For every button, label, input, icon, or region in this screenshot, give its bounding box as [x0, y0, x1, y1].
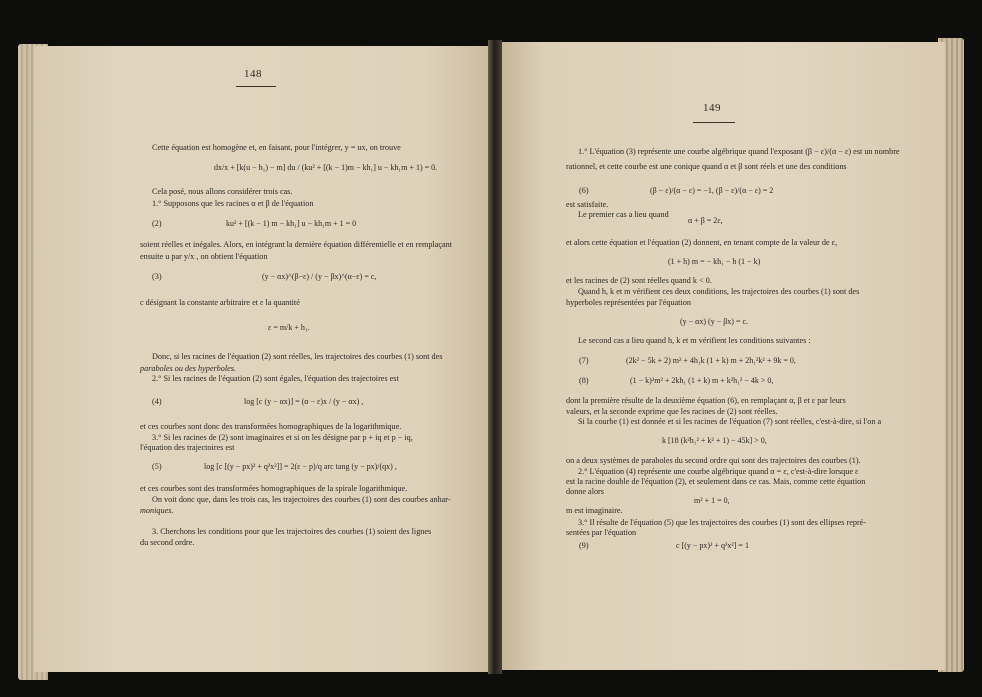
- right-equation-6: (β − ε)/(α − ε) = −1, (β − ε)/(α − ε) = 2: [650, 186, 774, 195]
- left-equation-epsilon: ε = m/k + h₁.: [268, 323, 310, 332]
- right-line-23: donne alors: [566, 487, 604, 496]
- left-line-12: paraboles ou des hyperboles.: [140, 364, 236, 373]
- left-line-19: et ces courbes sont des transformées homographiques de la spirale logarithmique.: [140, 484, 408, 493]
- right-line-21: 2.° L'équation (4) représente une courbe algébrique quand α = ε, c'est-à-dire lorsque ε: [578, 467, 859, 476]
- left-equation-4: log [c (y − αx)] = (α − ε)x / (y − αx) ,: [244, 397, 364, 406]
- left-line-6: soient réelles et inégales. Alors, en intégrant la dernière équation différentielle et en remplaçant: [140, 240, 452, 249]
- right-equation-m: (1 + h) m = − kh₁ − h (1 − k): [668, 257, 761, 266]
- book-gutter: [488, 40, 502, 674]
- equation-label-2: (2): [152, 219, 162, 228]
- equation-label-9: (9): [579, 541, 589, 550]
- left-line-15: et ces courbes sont donc des transformées homographiques de la logarithmique.: [140, 422, 402, 431]
- left-line-23: du second ordre.: [140, 538, 195, 547]
- equation-label-8: (8): [579, 376, 589, 385]
- equation-label-5: (5): [152, 462, 162, 471]
- left-line-17: l'équation des trajectoires est: [140, 443, 235, 452]
- left-line-22: 3. Cherchons les conditions pour que les trajectoires des courbes (1) soient des lignes: [152, 527, 432, 536]
- right-line-16: dont la première résulte de la deuxième équation (6), en remplaçant α, β et ε par leurs: [566, 396, 846, 405]
- right-line-27: sentées par l'équation: [566, 528, 637, 537]
- right-page-number: 149: [703, 102, 721, 114]
- right-line-25: m est imaginaire.: [566, 506, 623, 515]
- right-line-2: rationnel, et cette courbe est une conique quand α et β sont réels et une des conditions: [566, 162, 847, 171]
- right-page-number-rule: [693, 122, 735, 123]
- right-line-18: Si la courbe (1) est donnée et si les racines de l'équation (7) sont réelles, c'est-à-dire, si l'on a: [578, 417, 882, 426]
- right-line-7: et alors cette équation et l'équation (2) donnent, en tenant compte de la valeur de ε,: [566, 238, 838, 247]
- right-line-10: Quand h, k et m vérifient ces deux conditions, les trajectoires des courbes (1) sont des: [578, 287, 860, 296]
- right-equation-sum: α + β = 2ε,: [688, 216, 723, 225]
- right-equation-m-squared: m² + 1 = 0,: [694, 496, 730, 505]
- left-line-21: moniques.: [140, 506, 174, 515]
- right-line-11: hyperboles représentées par l'équation: [566, 298, 691, 307]
- right-equation-8: (1 − k)²m² + 2kh₁ (1 + k) m + k²h₁² − 4k > 0,: [630, 376, 774, 385]
- right-line-5: Le premier cas a lieu quand: [578, 210, 669, 219]
- left-equation-3: (y − αx)^(β−ε) / (y − βx)^(α−ε) = c,: [262, 272, 377, 281]
- equation-label-7: (7): [579, 356, 589, 365]
- right-equation-9: c [(y − px)² + q²x²] = 1: [676, 541, 749, 550]
- left-equation-2: ku² + [(k − 1) m − kh₁] u − kh₁m + 1 = 0: [226, 219, 357, 228]
- right-line-17: valeurs, et la seconde exprime que les racines de (2) sont réelles.: [566, 407, 778, 416]
- right-equation-hyperbola: (y − αx) (y − βx) = c.: [680, 317, 749, 326]
- right-equation-7: (2k² − 5k + 2) m² + 4h₁k (1 + k) m + 2h₁²k² + 9k = 0,: [626, 356, 796, 365]
- left-line-4: 1.° Supposons que les racines α et β de l'équation: [152, 199, 314, 208]
- left-page-number: 148: [244, 68, 262, 80]
- equation-label-6: (6): [579, 186, 589, 195]
- right-line-13: Le second cas a lieu quand h, k et m vérifient les conditions suivantes :: [578, 336, 811, 345]
- left-line-20: On voit donc que, dans les trois cas, les trajectoires des courbes (1) sont des courbes anhar-: [152, 495, 451, 504]
- right-line-26: 3.° Il résulte de l'équation (5) que les trajectoires des courbes (1) sont des ellipses repré-: [578, 518, 867, 527]
- left-line-7: ensuite u par y/x , on obtient l'équation: [140, 252, 268, 261]
- right-equation-condition: k [18 (k²h₁² + k² + 1) − 45k] > 0,: [662, 436, 767, 445]
- left-line-11: Donc, si les racines de l'équation (2) sont réelles, les trajectoires des courbes (1) sont des: [152, 352, 443, 361]
- left-line-16: 3.° Si les racines de (2) sont imaginaires et si on les désigne par p + iq et p − iq,: [152, 433, 413, 442]
- equation-label-3: (3): [152, 272, 162, 281]
- right-line-9: et les racines de (2) sont réelles quand k < 0.: [566, 276, 712, 285]
- right-line-4: est satisfaite.: [566, 200, 609, 209]
- left-equation-1: dx/x + [k(u − h₁) − m] du / (ku² + [(k − 1)m − kh₁] u − kh₁m + 1) = 0.: [214, 163, 438, 172]
- right-line-22: est la racine double de l'équation (2), et seulement dans ce cas. Mais, comme cette équation: [566, 477, 866, 486]
- left-line-9: c désignant la constante arbitraire et ε la quantité: [140, 298, 300, 307]
- left-line-3: Cela posé, nous allons considérer trois cas.: [152, 187, 293, 196]
- left-line-13: 2.° Si les racines de l'équation (2) sont égales, l'équation des trajectoires est: [152, 374, 399, 383]
- left-equation-5: log [c [(y − px)² + q²x²]] = 2(ε − p)/q arc tang (y − px)/(qx) ,: [204, 462, 397, 471]
- left-page-number-rule: [236, 86, 276, 87]
- left-line-1: Cette équation est homogène et, en faisant, pour l'intégrer, y = ux, on trouve: [152, 143, 401, 152]
- equation-label-4: (4): [152, 397, 162, 406]
- right-line-20: on a deux systèmes de paraboles du second ordre qui sont des trajectoires des courbes (1).: [566, 456, 861, 465]
- right-line-1: 1.° L'équation (3) représente une courbe algébrique quand l'exposant (β − ε)/(α − ε) est un nombre: [578, 147, 900, 156]
